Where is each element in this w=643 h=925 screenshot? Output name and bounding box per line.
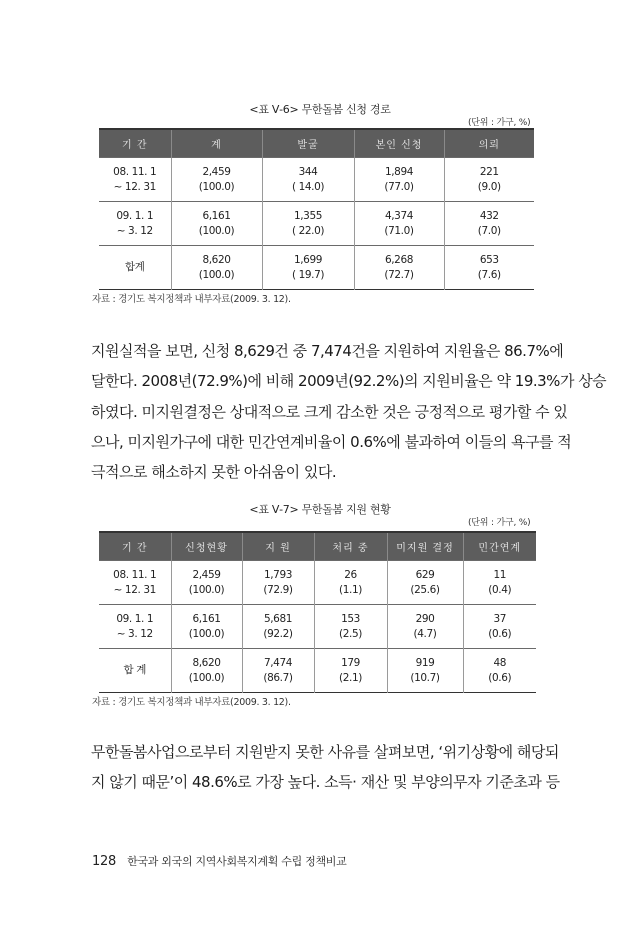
period-cell: 합 계: [99, 649, 171, 693]
body-paragraph-1: [91, 336, 607, 487]
table1: [99, 128, 534, 290]
paragraph-line: 지원실적을 보면, 신청 8,629건 중 7,474건을 지원하여 지원율은 86.7%에: [91, 342, 564, 360]
period-cell: 합계: [99, 246, 171, 290]
table-cell: 26 (1.1): [314, 561, 387, 605]
table-row: [99, 605, 536, 649]
table1-caption: <표 Ⅴ-6> 무한돌봄 신청 경로: [249, 103, 391, 116]
table-cell: 2,459 (100.0): [171, 158, 262, 202]
paragraph-line: 하였다. 미지원결정은 상대적으로 크게 감소한 것은 긍정적으로 평가할 수 있: [91, 402, 568, 421]
table-cell: 8,620 (100.0): [171, 246, 262, 290]
table-row: [99, 561, 536, 605]
period-cell: 09. 1. 1 ~ 3. 12: [99, 202, 171, 246]
paragraph-line: 으나, 미지원가구에 대한 민간연계비율이 0.6%에 불과하여 이들의 욕구를 적: [91, 432, 572, 451]
table-cell: 48 (0.6): [463, 649, 536, 693]
table2-source: 자료 : 경기도 복지정책과 내부자료(2009. 3. 12).: [92, 697, 291, 708]
table2-unit: (단위 : 가구, %): [468, 518, 531, 528]
table-cell: 432 (7.0): [444, 202, 534, 246]
paragraph-line: 달한다. 2008년(72.9%)에 비해 2009년(92.2%)의 지원비율은 약 19.3%가 상승: [91, 372, 607, 391]
table2-header-4: 미지원 결정: [387, 532, 463, 561]
paragraph-line: 극적으로 해소하지 못한 아쉬움이 있다.: [91, 463, 337, 482]
table-row: [99, 649, 536, 693]
table-cell: 37 (0.6): [463, 605, 536, 649]
running-title: 한국과 외국의 지역사회복지계획 수립 정책비교: [127, 855, 347, 868]
period-cell: 08. 11. 1 ~ 12. 31: [99, 561, 171, 605]
table2-header-1: 신청현황: [171, 532, 242, 561]
table1-header-1: 계: [171, 129, 262, 158]
table2-header-0: 기 간: [99, 532, 171, 561]
table-cell: 221 (9.0): [444, 158, 534, 202]
table-cell: 1,355 ( 22.0): [262, 202, 354, 246]
table-cell: 153 (2.5): [314, 605, 387, 649]
table-cell: 344 ( 14.0): [262, 158, 354, 202]
table-cell: 11 (0.4): [463, 561, 536, 605]
table-cell: 629 (25.6): [387, 561, 463, 605]
table2-header-3: 처리 중: [314, 532, 387, 561]
table1-header-4: 의뢰: [444, 129, 534, 158]
page-footer: [92, 853, 346, 869]
table-cell: 7,474 (86.7): [242, 649, 314, 693]
table1-header-2: 발굴: [262, 129, 354, 158]
table-cell: 6,268 (72.7): [354, 246, 444, 290]
table1-unit: (단위 : 가구, %): [468, 118, 531, 128]
table-cell: 1,699 ( 19.7): [262, 246, 354, 290]
paragraph-line: 무한돌봄사업으로부터 지원받지 못한 사유를 살펴보면, ‘위기상황에 해당되: [91, 743, 559, 761]
table-cell: 8,620 (100.0): [171, 649, 242, 693]
table-row: [99, 158, 534, 202]
table-cell: 5,681 (92.2): [242, 605, 314, 649]
paragraph-line: 지 않기 때문’이 48.6%로 가장 높다. 소득· 재산 및 부양의무자 기준초과 등: [91, 773, 560, 792]
period-cell: 09. 1. 1 ~ 3. 12: [99, 605, 171, 649]
table-cell: 2,459 (100.0): [171, 561, 242, 605]
table1-header-3: 본인 신청: [354, 129, 444, 158]
period-cell: 08. 11. 1 ~ 12. 31: [99, 158, 171, 202]
table-cell: 6,161 (100.0): [171, 202, 262, 246]
table-cell: 1,793 (72.9): [242, 561, 314, 605]
table-cell: 4,374 (71.0): [354, 202, 444, 246]
table-cell: 290 (4.7): [387, 605, 463, 649]
table2-header-2: 지 원: [242, 532, 314, 561]
table-cell: 1,894 (77.0): [354, 158, 444, 202]
table2-header-row: [99, 532, 536, 561]
body-paragraph-2: [91, 737, 560, 798]
table-row: [99, 246, 534, 290]
table-cell: 6,161 (100.0): [171, 605, 242, 649]
table1-source: 자료 : 경기도 복지정책과 내부자료(2009. 3. 12).: [92, 294, 291, 305]
table1-header-0: 기 간: [99, 129, 171, 158]
table1-header-row: [99, 129, 534, 158]
table-cell: 653 (7.6): [444, 246, 534, 290]
table-cell: 919 (10.7): [387, 649, 463, 693]
table-row: [99, 202, 534, 246]
table2-header-5: 민간연계: [463, 532, 536, 561]
table2-caption: <표 Ⅴ-7> 무한돌봄 지원 현황: [249, 503, 391, 516]
page-number: 128: [92, 854, 116, 869]
table2: [99, 531, 536, 693]
table-cell: 179 (2.1): [314, 649, 387, 693]
